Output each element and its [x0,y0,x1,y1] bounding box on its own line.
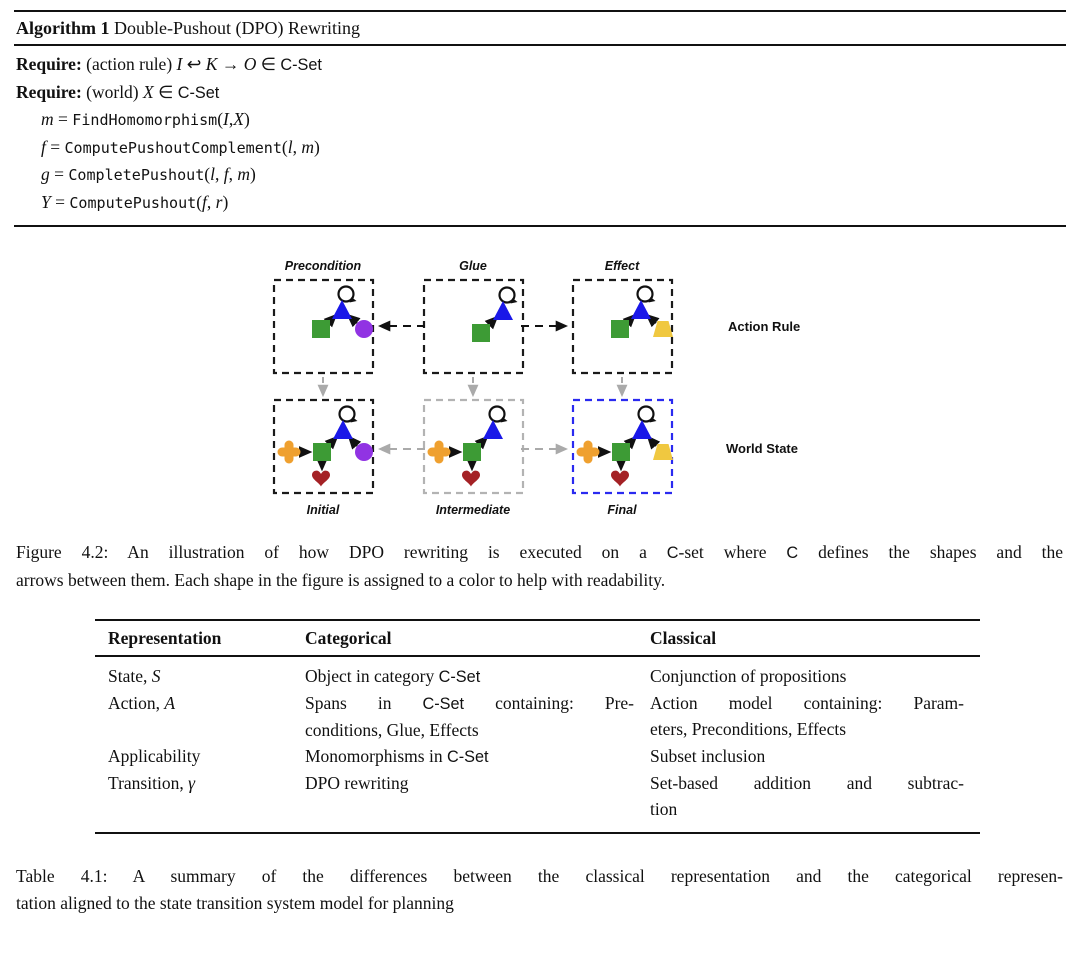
self-loop-icon [339,287,357,303]
self-loop-icon [638,287,656,303]
green-square-icon [611,320,629,338]
glue-graph [472,288,518,343]
table-header-classical: Classical [650,628,717,648]
label-intermediate: Intermediate [435,503,511,517]
blue-triangle-icon [631,300,651,319]
table-row [108,743,980,770]
self-loop-icon [639,407,657,423]
label-action-rule: Action Rule [728,319,801,334]
purple-circle-icon [355,443,373,461]
algorithm-require-world: Require: (world) X ∈ C-Set [16,81,220,102]
blue-triangle-icon [333,420,353,439]
cell-representation: Action, A [108,693,176,713]
self-loop-icon [500,288,518,304]
cell-classical: Set-based addition and subtrac- tion [650,773,964,819]
table-row [108,770,980,822]
cell-classical: Conjunction of propositions [650,666,847,686]
blue-triangle-icon [493,301,513,320]
algorithm-step-compute-pushout-complement: f = ComputePushoutComplement(l, m) [41,136,320,157]
final-graph [577,407,674,487]
cell-categorical: Monomorphisms in C-Set [305,746,489,766]
table-header-categorical: Categorical [305,628,392,648]
algorithm-title: Algorithm 1 Double-Pushout (DPO) Rewriting [14,12,1066,46]
green-square-icon [312,320,330,338]
table-caption: Table 4.1: A summary of the differences between the classical representation and the categorical represen- tation aligned to the state transition system model for planning [16,866,1063,913]
initial-graph [278,407,374,487]
effect-graph [611,287,673,339]
red-heart-icon [462,471,480,487]
orange-cross-icon [428,441,451,464]
blue-triangle-icon [632,420,652,439]
orange-cross-icon [278,441,301,464]
intermediate-graph [428,407,508,487]
blue-triangle-icon [483,420,503,439]
cell-representation: Applicability [108,746,201,766]
self-loop-icon [490,407,508,423]
algorithm-body [14,46,1066,225]
algorithm-require-action-rule: Require: (action rule) I ↩ K → O ∈ C-Set [16,54,322,74]
label-glue: Glue [459,259,487,273]
cell-representation: Transition, γ [108,773,195,793]
edge-trapezoid-triangle [649,438,656,446]
orange-cross-icon [577,441,600,464]
cell-classical: Action model containing: Param- eters, Preconditions, Effects [650,693,964,739]
green-square-icon [472,324,490,342]
algorithm-step-complete-pushout: g = CompletePushout(l, f, m) [41,164,256,184]
red-heart-icon [611,471,629,487]
cell-classical: Subset inclusion [650,746,766,766]
yellow-trapezoid-icon [653,444,673,460]
blue-triangle-icon [332,300,352,319]
green-square-icon [313,443,331,461]
figure-caption: Figure 4.2: An illustration of how DPO rewriting is executed on a C-set where C defines the shapes and the arrows between them. Each shape in the figure is assigned to a color to help with readability. [16,542,1063,590]
label-effect: Effect [604,259,640,273]
label-initial: Initial [306,503,340,517]
green-square-icon [612,443,630,461]
cell-categorical: DPO rewriting [305,773,409,793]
algorithm-step-compute-pushout: Y = ComputePushout(f, r) [41,191,229,212]
yellow-trapezoid-icon [653,321,673,337]
cell-categorical: Object in category C-Set [305,666,481,686]
self-loop-icon [340,407,358,423]
label-final: Final [607,503,637,517]
algorithm-block [14,10,1066,227]
comparison-table [95,619,980,834]
algorithm-step-find-homomorphism: m = FindHomomorphism(I,X) [41,109,250,129]
cell-representation: State, S [108,666,161,686]
precondition-graph [312,287,373,339]
green-square-icon [463,443,481,461]
label-world-state: World State [726,441,798,456]
table-row [108,663,980,690]
cell-categorical: Spans in C-Set containing: Pre- conditions, Glue, Effects [305,693,634,740]
dpo-rewriting-diagram [258,253,820,525]
table-row [108,690,980,743]
table-header-row [95,621,980,657]
table-header-representation: Representation [108,628,222,648]
edge-circle-triangle [350,438,357,446]
table-body [95,657,980,832]
red-heart-icon [312,471,330,487]
label-precondition: Precondition [284,259,362,273]
purple-circle-icon [355,320,373,338]
